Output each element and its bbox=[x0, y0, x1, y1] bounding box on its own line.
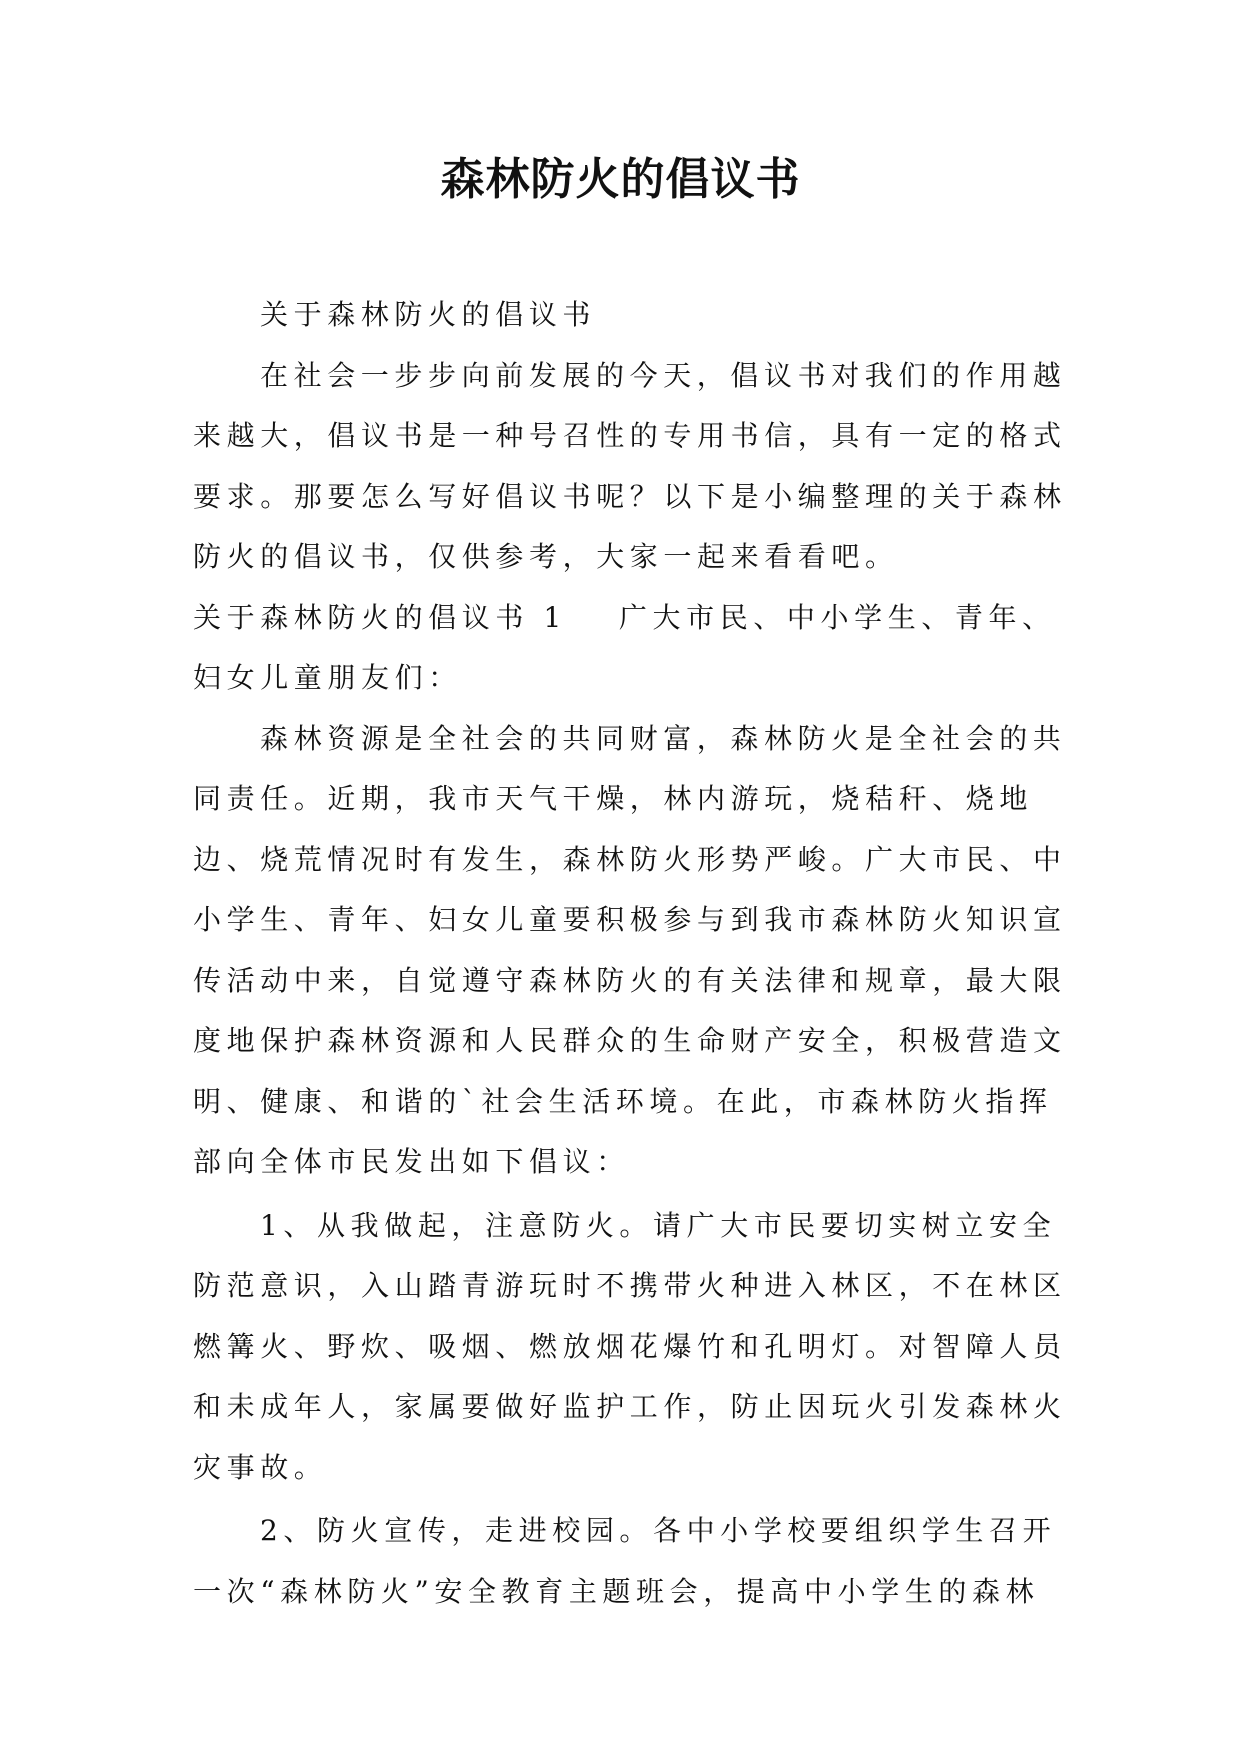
paragraph-item-1: 1、从我做起，注意防火。请广大市民要切实树立安全防范意识，入山踏青游玩时不携带火种进入林区，不在林区燃篝火、野炊、吸烟、燃放烟花爆竹和孔明灯。对智障人员和未成年人，家属要做好监护工作，防止因玩火引发森林火灾事故。 bbox=[193, 1208, 1067, 1484]
paragraph-intro: 在社会一步步向前发展的今天，倡议书对我们的作用越来越大，倡议书是一种号召性的专用书信，具有一定的格式要求。那要怎么写好倡议书呢？以下是小编整理的关于森林防火的倡议书，仅供参考，大家一起来看看吧。 bbox=[193, 358, 1067, 573]
paragraph-item-2: 2、防火宣传，走进校园。各中小学校要组织学生召开一次“森林防火”安全教育主题班会，提高中小学生的森林 bbox=[193, 1514, 1057, 1608]
salutation: 广大市民、中小学生、青年、妇女儿童朋友们： bbox=[193, 600, 1056, 694]
paragraph-intro-heading: 关于森林防火的倡议书 bbox=[260, 298, 597, 331]
paragraph-section-heading bbox=[193, 588, 1073, 709]
document-title: 森林防火的倡议书 bbox=[440, 154, 801, 205]
paragraph-body: 森林资源是全社会的共同财富，森林防火是全社会的共同责任。近期，我市天气干燥，林内游玩，烧秸秆、烧地边、烧荒情况时有发生，森林防火形势严峻。广大市民、中小学生、青年、妇女儿童要积极参与到我市森林防火知识宣传活动中来，自觉遵守森林防火的有关法律和规章，最大限度地保护森林资源和人民群众的生命财产安全，积极营造文明、健康、和谐的`社会生活环境。在此，市森林防火指挥部向全体市民发出如下倡议： bbox=[193, 721, 1067, 1178]
document-body bbox=[193, 285, 1073, 1622]
section-heading: 关于森林防火的倡议书 1 bbox=[193, 600, 567, 634]
